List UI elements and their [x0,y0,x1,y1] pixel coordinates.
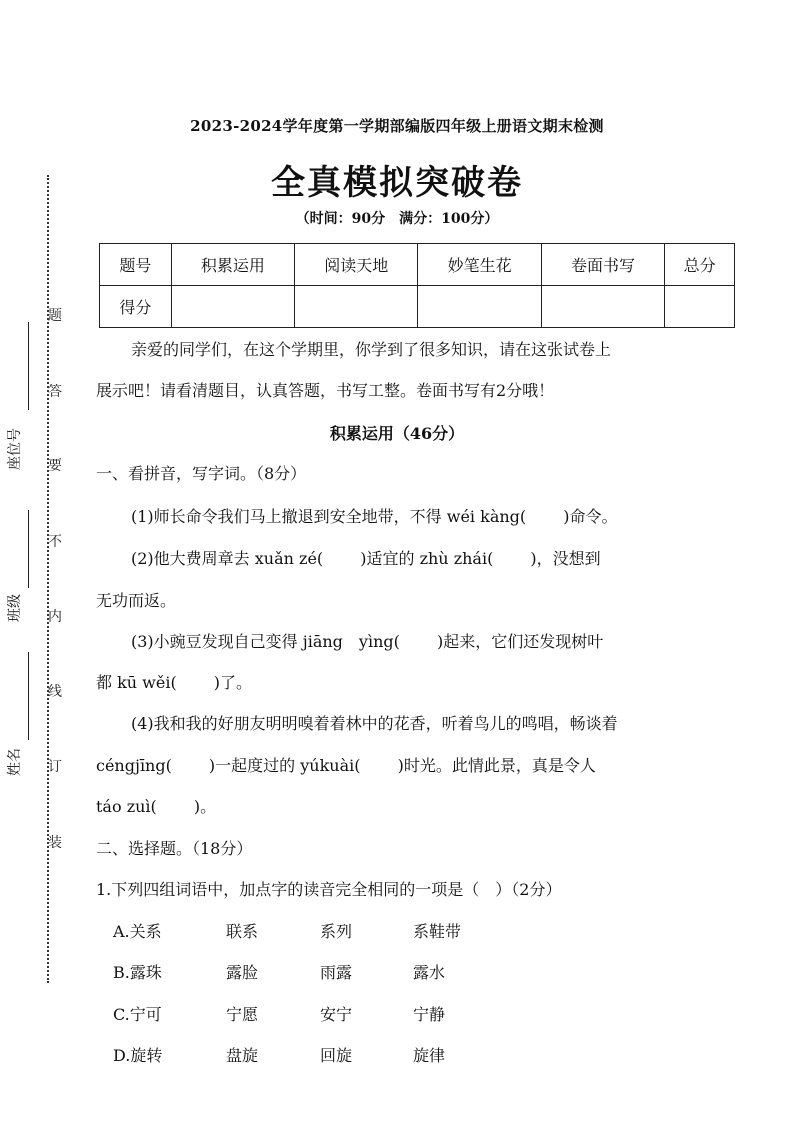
time-info: （时间：90分 满分：100分） [295,211,499,227]
question-item: (2)他大费周章去 xuǎn zé( )适宜的 zhù zhái( )，没想到 [131,549,601,568]
score-input-cell[interactable] [541,286,664,328]
score-input-cell[interactable] [171,286,294,328]
header-cell: 题号 [100,244,172,286]
option-cell: 盘旋 [226,1046,259,1065]
binding-dotted-line [47,175,49,983]
question-item: táo zuì( )。 [96,797,217,816]
exam-subtitle: 2023-2024学年度第一学期部编版四年级上册语文期末检测 [190,117,604,135]
seal-char: 答 [48,384,62,400]
question-item: (1)师长命令我们马上撤退到安全地带，不得 wéi kàng( )命令。 [131,507,618,526]
option-cell: 露脸 [226,963,259,982]
seat-number-field[interactable] [4,420,24,470]
header-cell: 总分 [665,244,735,286]
header-cell: 卷面书写 [541,244,664,286]
question-1-title: 一、看拼音，写字词。（8分） [96,464,307,483]
exam-title: 全真模拟突破卷 [271,163,523,203]
option-cell: 宁愿 [226,1005,259,1024]
score-table-score-row [100,286,735,328]
question-2-title: 二、选择题。（18分） [96,839,253,858]
option-cell: D.旋转 [113,1046,163,1065]
name-field[interactable] [4,740,24,776]
seal-char: 内 [48,609,62,625]
option-cell: 露水 [413,963,446,982]
score-input-cell[interactable] [665,286,735,328]
option-cell: 联系 [226,922,259,941]
question-2-1: 1.下列四组词语中，加点字的读音完全相同的一项是（ ）（2分） [96,880,562,899]
option-cell: A.关系 [113,922,162,941]
class-label: 班级 [7,594,23,622]
header-cell: 阅读天地 [295,244,418,286]
score-input-cell[interactable] [418,286,541,328]
option-cell: 宁静 [413,1005,446,1024]
option-cell: 旋律 [413,1046,446,1065]
option-cell: 雨露 [320,963,353,982]
question-item: (4)我和我的好朋友明明嗅着着林中的花香，听着鸟儿的鸣唱，畅谈着 [131,714,618,733]
seal-char: 不 [48,534,62,550]
option-cell: 安宁 [320,1005,353,1024]
question-item: (3)小豌豆发现自己变得 jiāng yìng( )起来，它们还发现树叶 [131,632,604,651]
option-cell: 回旋 [320,1046,353,1065]
score-table-header-row [100,244,735,286]
question-item: 都 kū wěi( )了。 [96,673,253,692]
option-cell: 系鞋带 [413,922,462,941]
seal-char: 题 [48,308,62,324]
header-cell: 妙笔生花 [418,244,541,286]
seal-char: 线 [48,684,62,700]
section-title: 积累运用（46分） [329,424,465,443]
score-input-cell[interactable] [295,286,418,328]
seat-number-blank-line[interactable] [28,322,29,410]
seal-char: 装 [48,835,62,851]
option-cell: 系列 [320,922,353,941]
intro-line-2: 展示吧！请看清题目，认真答题，书写工整。卷面书写有2分哦！ [96,381,555,400]
option-cell: B.露珠 [113,963,162,982]
intro-line-1: 亲爱的同学们，在这个学期里，你学到了很多知识，请在这张试卷上 [131,340,612,359]
score-table [99,243,735,328]
score-row-label: 得分 [100,286,172,328]
class-blank-line[interactable] [28,510,29,588]
header-cell: 积累运用 [171,244,294,286]
question-item: 无功而返。 [96,591,177,610]
name-label: 姓名 [7,748,23,776]
question-item: céngjīng( )一起度过的 yúkuài( )时光。此情此景，真是令人 [96,756,596,775]
option-cell: C.宁可 [113,1005,162,1024]
seat-number-label: 座位号 [7,428,23,470]
class-field[interactable] [4,586,24,622]
name-blank-line[interactable] [28,652,29,740]
seal-char: 订 [48,759,62,775]
seal-char: 要 [48,458,62,474]
